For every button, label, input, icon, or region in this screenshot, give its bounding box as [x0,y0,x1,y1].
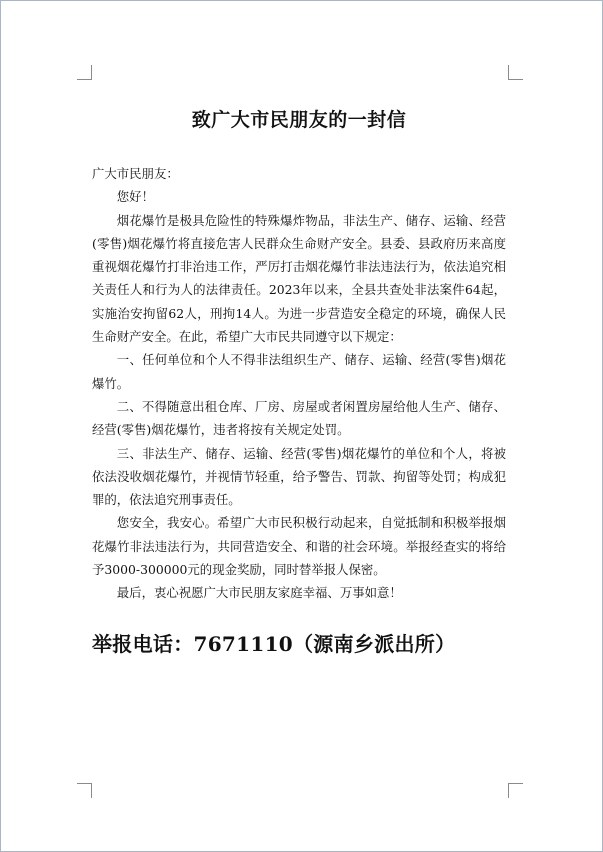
paragraph-rule-1: 一、任何单位和个人不得非法组织生产、储存、运输、经营(零售)烟花爆竹。 [92,352,506,391]
paragraph-intro: 烟花爆竹是极具危险性的特殊爆炸物品，非法生产、储存、运输、经营(零售)烟花爆竹将直接危害人民群众生命财产安全。县委、县政府历来高度重视烟花爆竹打非治违工作，严厉打击烟花爆竹非法违法行为，依法追究相关责任人和行为人的法律责任。2023年以来，全县共查处非法案件64起，实施治安拘留62人，刑拘14人。为进一步营造安全稳定的环境，确保人民生命财产安全。在此，希望广大市民共同遵守以下规定： [92,212,506,345]
salutation: 广大市民朋友： [92,166,179,181]
paragraph-rule-3: 三、非法生产、储存、运输、经营(零售)烟花爆竹的单位和个人，将被依法没收烟花爆竹，并视情节轻重，给予警告、罚款、拘留等处罚；构成犯罪的，依法追究刑事责任。 [92,445,506,508]
margin-mark-bottom-right [508,783,523,798]
paragraph-closing: 最后，衷心祝愿广大市民朋友家庭幸福、万事如意！ [116,585,402,601]
paragraph-rule-2: 二、不得随意出租仓库、厂房、房屋或者闲置房屋给他人生产、储存、经营(零售)烟花爆竹，违者将按有关规定处罚。 [92,398,506,438]
margin-mark-top-left [77,65,92,80]
greeting: 您好！ [116,189,154,205]
report-hotline: 举报电话：7671110（源南乡派出所） [92,631,456,656]
document-title: 致广大市民朋友的一封信 [191,109,407,131]
margin-mark-bottom-left [77,783,92,798]
paragraph-appeal: 您安全，我安心。希望广大市民积极行动起来，自觉抵制和积极举报烟花爆竹非法违法行为，共同营造安全、和谐的社会环境。举报经查实的将给予3000-300000元的现金奖励，同时替举报人保密。 [92,515,506,578]
document-body [92,105,506,657]
margin-mark-top-right [508,65,523,80]
